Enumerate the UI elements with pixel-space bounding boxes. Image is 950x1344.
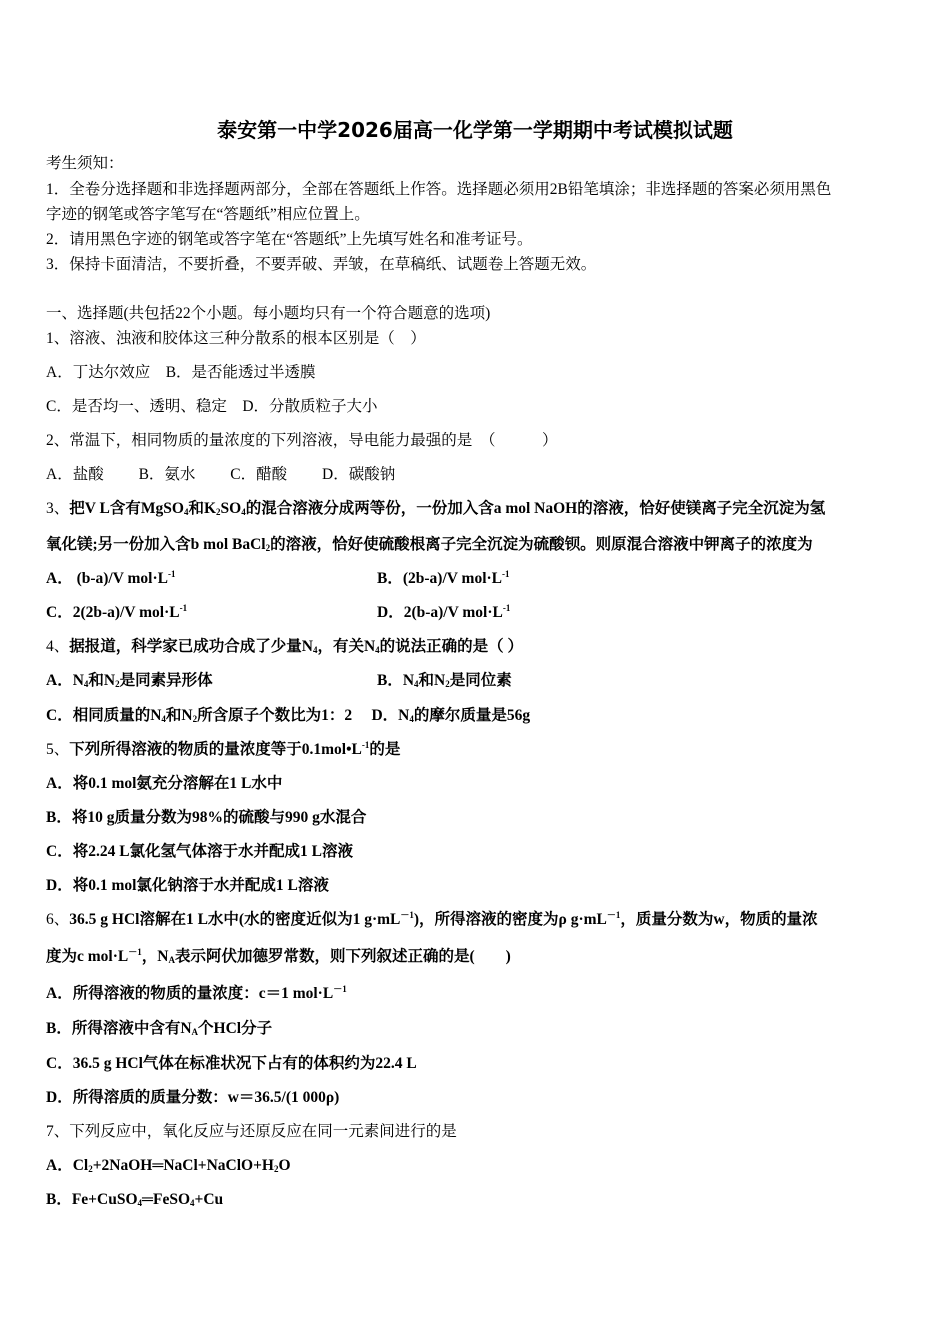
question-1-stem: 1、溶液、浊液和胶体这三种分散系的根本区别是（ ） (46, 330, 426, 347)
question-6-stem-line-1: 6、36.5 g HCl溶解在1 L水中(水的密度近似为1 $g\cdot mL^{-1}$)，所得溶液的密度为ρ $g\cdot mL^{-1}$，质量分数为w，物质的量浓 (46, 910, 818, 928)
question-4-options-cd: C．相同质量的$N_4$和$N_2$所含原子个数比为1：2 D．$N_4$的摩尔质量是56g (46, 707, 531, 724)
notice-item-3: 3．保持卡面清洁，不要折叠，不要弄破、弄皱，在草稿纸、试题卷上答题无效。 (46, 256, 597, 273)
question-6-option-a: A．所得溶液的物质的量浓度：c＝1 $mol\cdot L^{-1}$ (46, 984, 347, 1002)
question-7-option-a: A．$Cl_2+2NaOH═NaCl+NaClO+H_2O$ (46, 1157, 291, 1174)
question-6-option-c: C．36.5 g HCl气体在标准状况下占有的体积约为22.4 L (46, 1055, 417, 1072)
question-6-stem-line-2: 度为c $mol\cdot L^{-1}$，$N_A$表示阿伏加德罗常数，则下列叙述正确的是( ) (46, 947, 511, 965)
notice-item-2: 2．请用黑色字迹的钢笔或答字笔在“答题纸”上先填写姓名和准考证号。 (46, 231, 533, 248)
question-1-options-ab: A．丁达尔效应 B．是否能透过半透膜 (46, 364, 316, 381)
notice-item-1-line-1: 1．全卷分选择题和非选择题两部分，全部在答题纸上作答。选择题必须用2B铅笔填涂；非选择题的答案必须用黑色 (46, 181, 832, 198)
question-7-stem: 7、下列反应中，氧化反应与还原反应在同一元素间进行的是 (46, 1123, 457, 1140)
question-3-option-b: B．(2b-a)/V $mol\cdot L^{-1}$ (377, 569, 510, 587)
question-2-stem: 2、常温下，相同物质的量浓度的下列溶液，导电能力最强的是 （ ） (46, 432, 558, 449)
section-heading: 一、选择题(共包括22个小题。每小题均只有一个符合题意的选项) (46, 305, 491, 322)
question-6-option-d: D．所得溶质的质量分数：w＝36.5/(1 000ρ) (46, 1089, 340, 1106)
question-1-options-cd: C．是否均一、透明、稳定 D．分散质粒子大小 (46, 398, 378, 415)
question-2-options: A．盐酸 B．氨水 C．醋酸 D．碳酸钠 (46, 466, 396, 483)
notice-heading: 考生须知： (46, 155, 124, 172)
question-5-option-d: D．将0.1 mol氯化钠溶于水并配成1 L溶液 (46, 877, 329, 894)
question-4-option-b: B．$N_4$和$N_2$是同位素 (377, 672, 512, 689)
question-5-option-b: B．将10 g质量分数为98%的硫酸与990 g水混合 (46, 809, 367, 826)
question-3-option-a: A． (b-a)/V $mol\cdot L^{-1}$ (46, 569, 176, 587)
question-3-stem-line-1: 3、把V L含有MgSO$_4$和$K_2SO_4$的混合溶液分成两等份，一份加入含a mol NaOH的溶液，恰好使镁离子完全沉淀为氢 (46, 500, 826, 517)
question-5-option-c: C．将2.24 L氯化氢气体溶于水并配成1 L溶液 (46, 843, 353, 860)
question-3-option-d: D．2(b-a)/V $mol\cdot L^{-1}$ (377, 603, 511, 621)
question-4-stem: 4、据报道，科学家已成功合成了少量$N_4$，有关$N_4$的说法正确的是（ ） (46, 638, 524, 655)
question-7-option-b: B．Fe+CuSO$_4$═FeSO$_4$+Cu (46, 1191, 224, 1208)
question-5-option-a: A．将0.1 mol氨充分溶解在1 L水中 (46, 775, 283, 792)
question-3-stem-line-2: 氧化镁;另一份加入含b mol BaCl$_2$的溶液，恰好使硫酸根离子完全沉淀为硫酸钡。则原混合溶液中钾离子的浓度为 (46, 536, 813, 553)
page-title: 泰安第一中学2026届高一化学第一学期期中考试模拟试题 (217, 118, 733, 142)
question-5-stem: 5、下列所得溶液的物质的量浓度等于$0.1mol•L^{-1}$的是 (46, 740, 401, 758)
question-6-option-b: B．所得溶液中含有$N_A$个HCl分子 (46, 1020, 273, 1037)
question-4-option-a: A．$N_4$和$N_2$是同素异形体 (46, 672, 213, 689)
notice-item-1-line-2: 字迹的钢笔或答字笔写在“答题纸”相应位置上。 (46, 206, 370, 223)
question-3-option-c: C．2(2b-a)/V $mol\cdot L^{-1}$ (46, 603, 188, 621)
